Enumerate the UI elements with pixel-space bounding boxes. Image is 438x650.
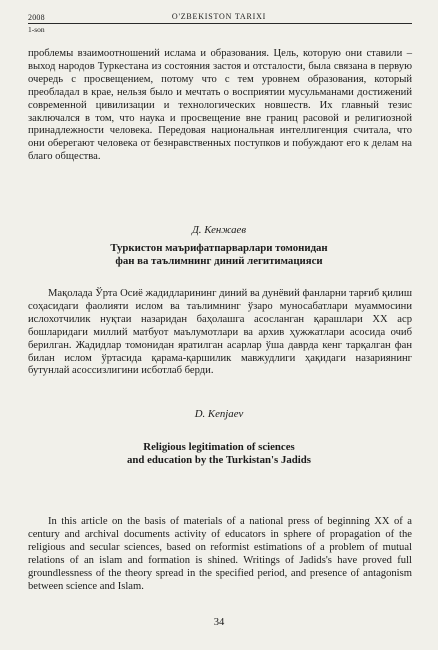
english-abstract-paragraph: In this article on the basis of materials of a national press of beginning XX of a century and archival documents activity of educators in sphere of propagation of the religious and secular sciences, based on reformist estimations of a problem of mutual relations of an islam and formation is shined. Writings of Jadids's have proved full groundlessness of the theory spread in the specified period, and presence of antagonism between science and Islam. (28, 516, 412, 592)
header-year: 2008 (28, 13, 45, 22)
uzbek-abstract-author: Д. Кенжаев (191, 224, 247, 236)
page-number: 34 (213, 617, 225, 628)
uzbek-title-line-1: Туркистон маърифатпарварлари томонидан (110, 242, 328, 254)
header-rule (28, 23, 412, 24)
english-abstract-author: D. Kenjaev (194, 408, 244, 420)
english-abstract-title (0, 441, 438, 467)
english-title-line-1: Religious legitimation of sciences (143, 441, 295, 453)
russian-summary-paragraph: проблемы взаимоотношений ислама и образования. Цель, которую они ставили – выход народов Туркестана из состояния застоя и отсталости, была связана в первую очередь с просвещением, потому что с тем уровнем образования, который преобладал в крае, нельзя было и мечтать о восприятии мусульманами достижений современной цивилизации и технологических новшеств. Их главный тезис заключался в том, что наука и просвещение вне границ расовой и религиозной принадлежности человека. Передовая национальная интеллигенция считала, что они оберегают человека от безнравственных поступков и побуждают его к делам на благо общества. (28, 48, 412, 163)
uzbek-abstract-title (0, 242, 438, 268)
header-issue: 1-son (28, 25, 45, 34)
uzbek-title-line-2: фан ва таълимнинг диний легитимацияси (115, 254, 323, 267)
uzbek-abstract-paragraph: Мақолада Ўрта Осиё жадидларининг диний ва дунёвий фанларни тарғиб қилиш соҳасидаги фаолияти ислом ва таълимнинг ўзаро муносабатлари муаммосини ислохотчилик нуқтаи назаридан баҳолашга асосланган қарашлари ХХ аср бошларидаги миллий матбуот маълумотлари ва архив ҳужжатлари асосида очиб берилган. Жадидлар томонидан яратилган асарлар ўша даврда кенг тарқалган фан билан ислом ўртасида қарама-қаршилик мавжудлиги ҳақидаги назариянинг бутунлай асоссизлигини исботлаб берди. (28, 288, 412, 377)
header-journal-title: O'ZBEKISTON TARIXI (171, 12, 267, 21)
english-title-line-2: and education by the Turkistan's Jadids (127, 453, 311, 466)
